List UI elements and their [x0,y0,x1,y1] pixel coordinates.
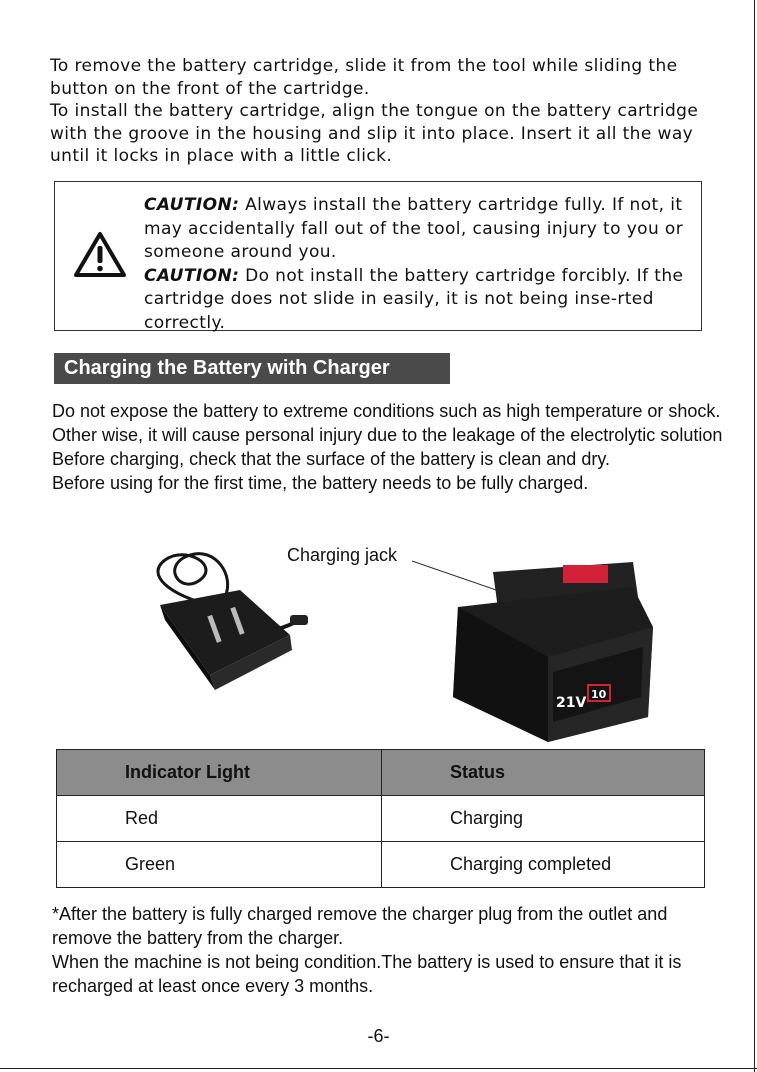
section-heading: Charging the Battery with Charger [54,353,450,384]
indicator-cell: Red [57,796,382,842]
battery-install-instructions [50,55,730,168]
page-number: -6- [367,1026,390,1046]
table-header-row [57,750,705,796]
table-row [57,842,705,888]
unplug-note: *After the battery is fully charged remove the charger plug from the outlet and remove the battery from the charger. [52,904,668,948]
charger-and-battery-figure [140,535,660,745]
charging-jack-callout: Charging jack [287,545,398,565]
column-header: Status [382,750,705,796]
indicator-status-table [56,749,705,888]
charger-image [140,535,310,695]
caution-label: CAUTION: [144,195,240,215]
caution-label: CAUTION: [144,265,240,286]
caution-item-2 [144,265,704,336]
page-border-bottom [0,1068,757,1069]
caution-item-1 [144,194,704,265]
caution-message: Do not install the battery cartridge forcibly. If the cartridge does not slide in easily, it is not being inse-rted correctly. [144,265,684,333]
warning-triangle-icon [73,230,127,278]
install-instruction: To install the battery cartridge, align the tongue on the battery cartridge with the groove in the housing and slip it into place. Insert it all the way until it locks in place with a little click. [50,101,699,166]
indicator-cell: Green [57,842,382,888]
battery-voltage-label: 21V [556,695,587,711]
surface-check: Before charging, check that the surface of the battery is clean and dry. [52,449,610,469]
battery-image [438,547,668,747]
column-header: Indicator Light [57,750,382,796]
status-cell: Charging completed [382,842,705,888]
first-use-note: Before using for the first time, the battery needs to be fully charged. [52,473,589,493]
caution-box [54,181,702,331]
table-row [57,796,705,842]
remove-instruction: To remove the battery cartridge, slide it from the tool while sliding the button on the front of the cartridge. [50,56,678,99]
charging-notes [52,399,732,495]
exposure-warning: Do not expose the battery to extreme conditions such as high temperature or shock. Other wise, it will cause personal injury due to the leakage of the electrolytic solution [52,401,723,445]
caution-message: Always install the battery cartridge fully. If not, it may accidentally fall out of the tool, causing injury to you or someone around you. [144,195,684,262]
battery-capacity-label: 10 [591,688,607,701]
after-charging-notes [52,902,732,998]
status-cell: Charging [382,796,705,842]
storage-recharge-note: When the machine is not being condition.The battery is used to ensure that it is recharged at least once every 3 months. [52,952,682,996]
page-border-right [754,0,755,1072]
caution-text [144,194,704,335]
